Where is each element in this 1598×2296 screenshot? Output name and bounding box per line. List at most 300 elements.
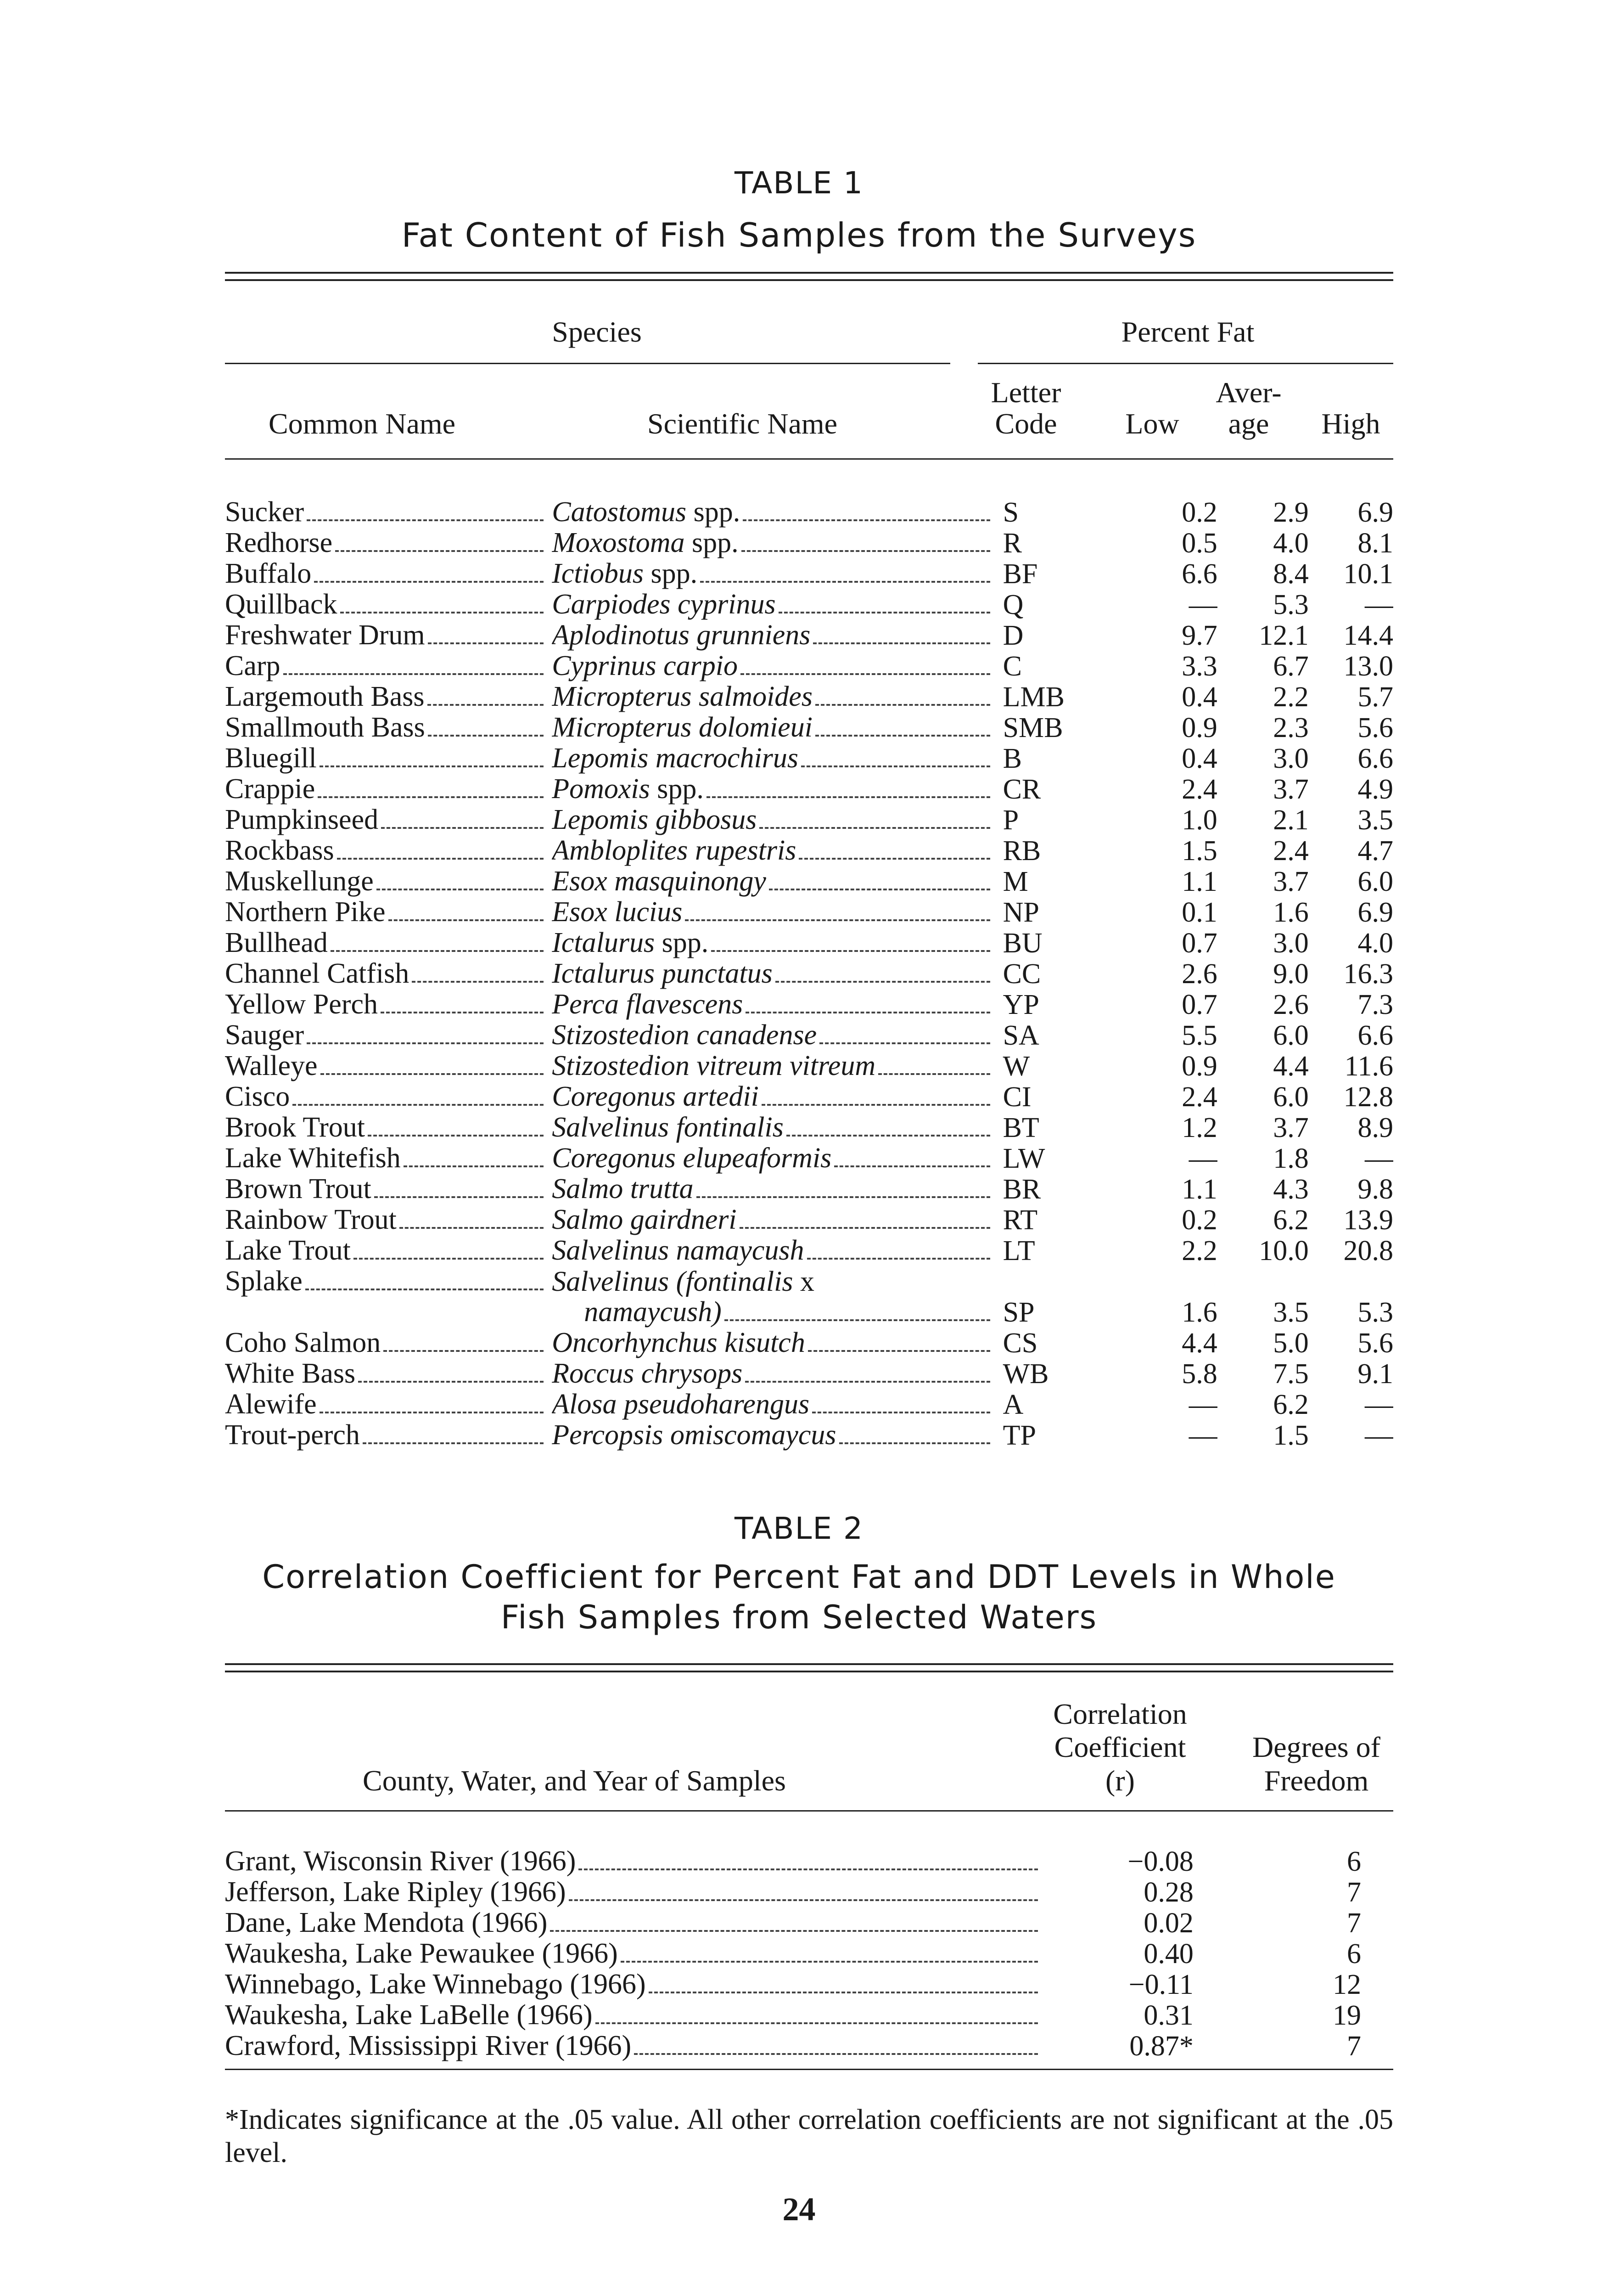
common-name xyxy=(225,528,552,558)
letter-code-cell: CR xyxy=(1003,774,1041,805)
low-cell: 6.6 xyxy=(1182,558,1217,589)
low-cell: 0.4 xyxy=(1182,743,1217,774)
letter-code-cell: BF xyxy=(1003,558,1038,589)
leader-dots xyxy=(812,1412,990,1413)
table-2-top-rule-2 xyxy=(225,1671,1393,1672)
leader-dots xyxy=(746,1012,990,1013)
common-name xyxy=(225,1235,552,1266)
scientific-name-cell xyxy=(552,1143,998,1174)
table-row xyxy=(225,866,1393,897)
scientific-name xyxy=(552,743,998,774)
average-header-line1: Aver- xyxy=(1216,376,1282,409)
leader-dots xyxy=(834,1165,990,1167)
leader-dots xyxy=(799,858,990,860)
place-cell xyxy=(225,2031,1074,2061)
average-cell: 1.6 xyxy=(1273,897,1309,928)
scientific-name-text xyxy=(552,1143,831,1173)
scientific-name-italic: Alosa pseudoharengus xyxy=(552,1389,810,1420)
place-cell xyxy=(225,1846,1074,1877)
common-name-text: Smallmouth Bass xyxy=(225,712,425,743)
leader-dots xyxy=(318,796,544,798)
common-name xyxy=(225,651,552,681)
leader-dots xyxy=(376,889,544,890)
scientific-name-cell xyxy=(552,1204,998,1235)
common-name-text: Cisco xyxy=(225,1081,290,1112)
common-name-text: Redhorse xyxy=(225,528,333,558)
scientific-name-text xyxy=(552,774,704,804)
scientific-name-cell xyxy=(552,958,998,989)
average-cell: 6.0 xyxy=(1273,1081,1309,1112)
place-name xyxy=(225,2000,1046,2031)
leader-dots xyxy=(807,1258,990,1260)
scientific-name-cell xyxy=(552,1328,998,1358)
low-cell: 0.7 xyxy=(1182,928,1217,958)
scientific-name xyxy=(552,1389,998,1420)
scientific-name xyxy=(552,558,998,589)
high-cell: 10.1 xyxy=(1343,558,1393,589)
scientific-name xyxy=(552,897,998,928)
common-name xyxy=(225,1081,552,1112)
common-name-cell xyxy=(225,1297,552,1328)
scientific-name-cell xyxy=(552,1358,998,1389)
letter-code-cell: SP xyxy=(1003,1297,1035,1328)
correlation-cell: 0.28 xyxy=(1144,1877,1194,1908)
common-name xyxy=(225,1174,552,1204)
leader-dots xyxy=(819,1042,990,1044)
table-1-header-bottom-rule xyxy=(225,458,1393,460)
low-cell: 0.1 xyxy=(1182,897,1217,928)
common-name xyxy=(225,1358,552,1389)
scientific-name-cell xyxy=(552,620,998,651)
leader-dots xyxy=(649,1992,1038,1993)
common-name-text: Rainbow Trout xyxy=(225,1204,397,1235)
common-name-text: Brook Trout xyxy=(225,1112,365,1143)
low-cell: 2.4 xyxy=(1182,774,1217,805)
scientific-name-italic: namaycush) xyxy=(584,1297,722,1328)
average-cell: 2.9 xyxy=(1273,497,1309,528)
correlation-table-body xyxy=(225,1846,1393,2061)
high-cell: 6.6 xyxy=(1357,1020,1393,1051)
average-cell xyxy=(1217,1266,1309,1297)
scientific-name xyxy=(552,1174,998,1204)
place-name-text: Grant, Wisconsin River (1966) xyxy=(225,1846,576,1877)
low-cell: 1.1 xyxy=(1182,1174,1217,1204)
common-name xyxy=(225,989,552,1020)
scientific-name xyxy=(552,1358,998,1389)
leader-dots xyxy=(381,1012,544,1013)
scientific-name-text xyxy=(552,835,796,866)
scientific-name-suffix: spp. xyxy=(650,774,704,805)
scientific-name-cell xyxy=(552,528,998,558)
leader-dots xyxy=(337,858,544,860)
percent-fat-header: Percent Fat xyxy=(1121,315,1255,348)
leader-dots xyxy=(711,950,990,952)
high-cell: 3.5 xyxy=(1357,805,1393,835)
common-name xyxy=(225,497,552,528)
scientific-name-italic: Lepomis macrochirus xyxy=(552,743,798,774)
common-name-cell xyxy=(225,712,552,743)
scientific-name xyxy=(552,1328,998,1358)
average-header-line2: age xyxy=(1228,407,1269,440)
place-header: County, Water, and Year of Samples xyxy=(363,1764,786,1797)
scientific-name-text xyxy=(552,528,738,558)
scientific-name-italic: Catostomus xyxy=(552,497,687,528)
letter-code-header-line2: Code xyxy=(995,407,1057,440)
scientific-name-text xyxy=(552,1204,736,1235)
scientific-name-cell xyxy=(552,743,998,774)
table-row xyxy=(225,712,1393,743)
scientific-name-text xyxy=(552,866,766,896)
low-cell: 0.9 xyxy=(1182,1051,1217,1081)
letter-code-cell: BU xyxy=(1003,928,1043,958)
high-cell: 6.0 xyxy=(1357,866,1393,897)
scientific-name-cell xyxy=(552,1020,998,1051)
table-row xyxy=(225,1420,1393,1451)
common-name-cell xyxy=(225,1020,552,1051)
common-name xyxy=(225,1020,552,1051)
leader-dots xyxy=(696,1196,990,1198)
table-row xyxy=(225,1908,1393,1938)
common-name-cell xyxy=(225,1081,552,1112)
scientific-name-italic: Percopsis omiscomaycus xyxy=(552,1420,836,1451)
scientific-name xyxy=(552,1143,998,1174)
species-header-rule xyxy=(225,363,950,364)
average-cell: 2.4 xyxy=(1273,835,1309,866)
low-cell: 0.2 xyxy=(1182,497,1217,528)
table-row xyxy=(225,2000,1393,2031)
high-cell: 4.0 xyxy=(1357,928,1393,958)
scientific-name-text xyxy=(552,589,775,619)
average-cell: 2.3 xyxy=(1273,712,1309,743)
average-cell: 5.0 xyxy=(1273,1328,1309,1358)
high-cell: 13.9 xyxy=(1343,1204,1393,1235)
leader-dots xyxy=(368,1135,544,1137)
average-cell: 2.6 xyxy=(1273,989,1309,1020)
scientific-name xyxy=(552,1235,998,1266)
low-cell: 3.3 xyxy=(1182,651,1217,681)
scientific-name-italic: Perca flavescens xyxy=(552,989,743,1020)
common-name-cell xyxy=(225,651,552,681)
low-cell: 2.2 xyxy=(1182,1235,1217,1266)
common-name-cell xyxy=(225,835,552,866)
leader-dots xyxy=(314,581,544,583)
letter-code-cell: YP xyxy=(1003,989,1039,1020)
low-cell: 5.5 xyxy=(1182,1020,1217,1051)
scientific-name xyxy=(552,1081,998,1112)
scientific-name-text xyxy=(552,743,798,773)
letter-code-cell xyxy=(998,1266,1127,1297)
high-cell: 5.6 xyxy=(1357,1328,1393,1358)
table-2-bottom-rule xyxy=(225,2069,1393,2070)
average-cell: 10.0 xyxy=(1259,1235,1309,1266)
table-row xyxy=(225,1358,1393,1389)
leader-dots xyxy=(412,981,544,983)
scientific-name xyxy=(552,620,998,651)
scientific-name-italic: Ictalurus xyxy=(552,928,655,958)
correlation-cell: −0.11 xyxy=(1128,1969,1194,2000)
high-cell: 14.4 xyxy=(1343,620,1393,651)
scientific-name-cell xyxy=(552,1389,998,1420)
place-name xyxy=(225,1969,1046,2000)
high-cell: 9.8 xyxy=(1357,1174,1393,1204)
common-name-cell xyxy=(225,1358,552,1389)
common-name-cell xyxy=(225,528,552,558)
average-cell: 9.0 xyxy=(1273,958,1309,989)
leader-dots xyxy=(839,1442,990,1444)
table-row xyxy=(225,558,1393,589)
scientific-name-cell xyxy=(552,1297,998,1328)
letter-code-cell: R xyxy=(1003,528,1022,558)
average-cell: 6.2 xyxy=(1273,1389,1309,1420)
common-name-text: Rockbass xyxy=(225,835,334,866)
table-row xyxy=(225,1389,1393,1420)
scientific-name-suffix: spp. xyxy=(686,497,740,528)
scientific-name-text xyxy=(552,1020,817,1050)
table-row xyxy=(225,497,1393,528)
scientific-name-text xyxy=(552,1174,693,1204)
scientific-name-italic: Oncorhynchus kisutch xyxy=(552,1328,805,1358)
scientific-name xyxy=(552,1420,998,1451)
scientific-name-text xyxy=(552,712,813,743)
low-cell xyxy=(1126,1266,1217,1297)
low-cell: 4.4 xyxy=(1182,1328,1217,1358)
common-name xyxy=(225,835,552,866)
scientific-name xyxy=(552,528,998,558)
common-name-text: Muskellunge xyxy=(225,866,374,897)
common-name-text: Trout-perch xyxy=(225,1420,360,1451)
low-cell: 0.2 xyxy=(1182,1204,1217,1235)
average-cell: 3.0 xyxy=(1273,928,1309,958)
scientific-name-text xyxy=(552,1420,836,1450)
table-row xyxy=(225,1143,1393,1174)
place-name xyxy=(225,1877,1046,1908)
table-row xyxy=(225,1204,1393,1235)
degrees-of-freedom-cell: 12 xyxy=(1333,1969,1361,2000)
low-cell: — xyxy=(1189,1143,1217,1174)
common-name-cell xyxy=(225,866,552,897)
scientific-name xyxy=(552,805,998,835)
leader-dots xyxy=(283,673,544,675)
scientific-name-text xyxy=(552,1051,875,1081)
letter-code-cell: B xyxy=(1003,743,1022,774)
high-cell: — xyxy=(1365,1143,1393,1174)
table-2-header-bottom-rule xyxy=(225,1810,1393,1812)
table-2-top-rule xyxy=(225,1663,1393,1665)
low-cell: 0.4 xyxy=(1182,681,1217,712)
table-row xyxy=(225,620,1393,651)
common-name-cell xyxy=(225,897,552,928)
leader-dots xyxy=(399,1227,544,1229)
leader-dots xyxy=(320,1412,544,1413)
common-name-header: Common Name xyxy=(269,407,456,440)
table-2-title xyxy=(0,1557,1598,1638)
low-cell: 9.7 xyxy=(1182,620,1217,651)
place-cell xyxy=(225,1969,1074,2000)
place-cell xyxy=(225,2000,1074,2031)
scientific-name-cell xyxy=(552,805,998,835)
average-cell: 1.8 xyxy=(1273,1143,1309,1174)
scientific-name-cell xyxy=(552,651,998,681)
high-cell: 20.8 xyxy=(1343,1235,1393,1266)
degrees-of-freedom-cell: 7 xyxy=(1347,2031,1361,2061)
table-row xyxy=(225,2031,1393,2061)
scientific-name-cell xyxy=(552,835,998,866)
scientific-name xyxy=(552,712,998,743)
scientific-name xyxy=(552,928,998,958)
correlation-cell: 0.40 xyxy=(1144,1938,1194,1969)
leader-dots xyxy=(769,889,990,890)
common-name-cell xyxy=(225,774,552,805)
average-cell: 2.1 xyxy=(1273,805,1309,835)
leader-dots xyxy=(383,1350,544,1352)
leader-dots xyxy=(320,765,544,767)
scientific-name-italic: Micropterus dolomieui xyxy=(552,712,813,743)
leader-dots xyxy=(569,1899,1038,1901)
table-row xyxy=(225,1112,1393,1143)
average-cell: 3.7 xyxy=(1273,1112,1309,1143)
table-row xyxy=(225,1020,1393,1051)
common-name-cell xyxy=(225,928,552,958)
common-name-text: Sauger xyxy=(225,1020,304,1051)
leader-dots xyxy=(335,550,544,552)
leader-dots xyxy=(358,1381,544,1383)
average-cell: 3.0 xyxy=(1273,743,1309,774)
table-row xyxy=(225,528,1393,558)
scientific-name xyxy=(552,651,998,681)
common-name-cell xyxy=(225,1051,552,1081)
leader-dots xyxy=(813,642,990,644)
table-2-title-line2: Fish Samples from Selected Waters xyxy=(500,1598,1098,1636)
scientific-name-text xyxy=(552,928,708,958)
correlation-header-line3: (r) xyxy=(1105,1764,1135,1797)
common-name-cell xyxy=(225,958,552,989)
low-cell: 1.5 xyxy=(1182,835,1217,866)
scientific-name-italic: Stizostedion vitreum vitreum xyxy=(552,1051,876,1081)
scientific-name xyxy=(552,1020,998,1051)
correlation-cell: 0.02 xyxy=(1144,1908,1194,1938)
scientific-name-text xyxy=(552,805,757,835)
common-name-text: Crappie xyxy=(225,774,315,805)
scientific-name-cell xyxy=(552,1235,998,1266)
common-name xyxy=(225,1051,552,1081)
leader-dots xyxy=(428,735,544,737)
letter-code-cell: Q xyxy=(1003,589,1024,620)
correlation-cell: −0.08 xyxy=(1127,1846,1194,1877)
low-cell: 2.4 xyxy=(1182,1081,1217,1112)
average-cell: 4.4 xyxy=(1273,1051,1309,1081)
table-2-title-line1: Correlation Coefficient for Percent Fat and DDT Levels in Whole xyxy=(262,1558,1336,1596)
letter-code-header-line1: Letter xyxy=(991,376,1061,409)
scientific-name-text xyxy=(552,1328,805,1358)
common-name xyxy=(225,681,552,712)
leader-dots xyxy=(621,1961,1038,1963)
scientific-name-suffix: spp. xyxy=(643,558,698,589)
table-row xyxy=(225,774,1393,805)
low-cell: 1.0 xyxy=(1182,805,1217,835)
leader-dots xyxy=(743,519,990,521)
scientific-name xyxy=(552,958,998,989)
scientific-name-italic: Salvelinus (fontinalis xyxy=(552,1266,793,1297)
common-name xyxy=(225,1389,552,1420)
common-name-text: Lake Whitefish xyxy=(225,1143,401,1174)
scientific-name-italic: Esox masquinongy xyxy=(552,866,766,897)
scientific-name-text xyxy=(552,989,743,1019)
common-name-cell xyxy=(225,1420,552,1451)
leader-dots xyxy=(815,735,990,737)
table-row xyxy=(225,589,1393,620)
scientific-name-italic: Esox lucius xyxy=(552,897,683,928)
leader-dots xyxy=(740,673,990,675)
scientific-name-italic: Carpiodes cyprinus xyxy=(552,589,776,620)
leader-dots xyxy=(305,1289,544,1290)
letter-code-cell: P xyxy=(1003,805,1019,835)
high-cell: 9.1 xyxy=(1357,1358,1393,1389)
scientific-name-cell xyxy=(552,558,998,589)
common-name-cell xyxy=(225,1174,552,1204)
scientific-name-text xyxy=(552,681,813,712)
leader-dots xyxy=(374,1196,544,1198)
letter-code-cell: C xyxy=(1003,651,1022,681)
leader-dots xyxy=(878,1073,990,1075)
degrees-of-freedom-cell: 7 xyxy=(1347,1908,1361,1938)
degrees-of-freedom-cell: 6 xyxy=(1347,1846,1361,1877)
common-name-text: Coho Salmon xyxy=(225,1328,381,1358)
scientific-name-text xyxy=(552,1235,804,1266)
letter-code-cell: CS xyxy=(1003,1328,1038,1358)
scientific-name-cell xyxy=(552,1266,998,1297)
leader-dots xyxy=(388,919,544,921)
letter-code-cell: SA xyxy=(1003,1020,1039,1051)
place-cell xyxy=(225,1938,1074,1969)
scientific-name-cell xyxy=(552,1081,998,1112)
common-name-text: Yellow Perch xyxy=(225,989,378,1020)
scientific-name-text xyxy=(552,897,682,927)
scientific-name-italic: Stizostedion canadense xyxy=(552,1020,817,1051)
scientific-name-cell xyxy=(552,897,998,928)
common-name-text: Quillback xyxy=(225,589,337,620)
scientific-name xyxy=(552,866,998,897)
high-cell xyxy=(1309,1266,1393,1297)
scientific-name-text xyxy=(552,1081,759,1112)
table-row-splake-line1 xyxy=(225,1266,1393,1297)
average-cell: 7.5 xyxy=(1273,1358,1309,1389)
degrees-of-freedom-header-line1: Degrees of xyxy=(1252,1731,1380,1763)
high-cell: 12.8 xyxy=(1343,1081,1393,1112)
common-name-cell xyxy=(225,620,552,651)
scientific-name-cell xyxy=(552,1051,998,1081)
low-cell: 1.1 xyxy=(1182,866,1217,897)
leader-dots xyxy=(340,612,544,613)
leader-dots xyxy=(759,827,990,829)
average-cell: 5.3 xyxy=(1273,589,1309,620)
average-cell: 3.7 xyxy=(1273,866,1309,897)
common-name xyxy=(225,774,552,805)
scientific-name-cell xyxy=(552,989,998,1020)
place-name-text: Dane, Lake Mendota (1966) xyxy=(225,1908,548,1938)
scientific-name-italic: Lepomis gibbosus xyxy=(552,805,757,835)
high-cell: 4.9 xyxy=(1357,774,1393,805)
letter-code-cell: CI xyxy=(1003,1081,1032,1112)
leader-dots xyxy=(815,704,990,706)
leader-dots xyxy=(685,919,990,921)
common-name xyxy=(225,1143,552,1174)
leader-dots xyxy=(331,950,544,952)
scientific-name-italic: Ambloplites rupestris xyxy=(552,835,796,866)
low-cell: 2.6 xyxy=(1182,958,1217,989)
scientific-name-italic: Moxostoma xyxy=(552,528,685,558)
table-1-top-rule xyxy=(225,272,1393,274)
common-name-text: Sucker xyxy=(225,497,304,528)
